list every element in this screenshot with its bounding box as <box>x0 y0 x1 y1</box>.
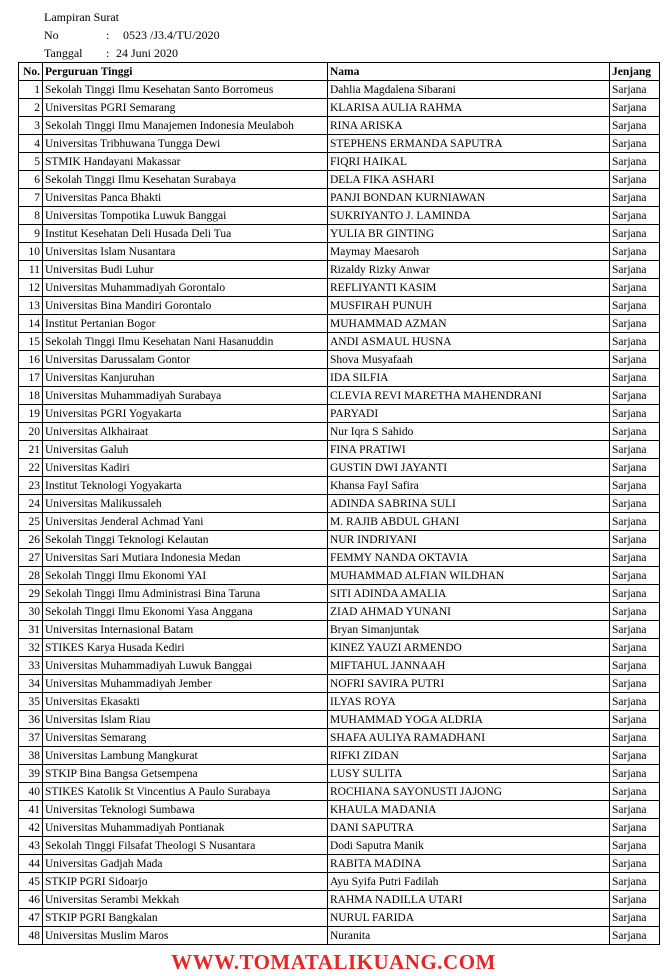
cell-university: Universitas Panca Bhakti <box>43 189 328 207</box>
cell-no: 31 <box>19 621 43 639</box>
cell-level: Sarjana <box>610 81 660 99</box>
cell-level: Sarjana <box>610 801 660 819</box>
table-header-row <box>19 63 660 81</box>
cell-level: Sarjana <box>610 99 660 117</box>
cell-university: Universitas Serambi Mekkah <box>43 891 328 909</box>
letter-number-value: 0523 /J3.4/TU/2020 <box>120 28 220 42</box>
cell-university: Institut Teknologi Yogyakarta <box>43 477 328 495</box>
cell-name: Dahlia Magdalena Sibarani <box>328 81 610 99</box>
cell-name: RAHMA NADILLA UTARI <box>328 891 610 909</box>
cell-level: Sarjana <box>610 135 660 153</box>
cell-name: Maymay Maesaroh <box>328 243 610 261</box>
table-row <box>19 279 660 297</box>
cell-no: 14 <box>19 315 43 333</box>
cell-no: 23 <box>19 477 43 495</box>
cell-no: 36 <box>19 711 43 729</box>
cell-no: 39 <box>19 765 43 783</box>
cell-university: Universitas Kadiri <box>43 459 328 477</box>
cell-name: MUHAMMAD AZMAN <box>328 315 610 333</box>
cell-level: Sarjana <box>610 153 660 171</box>
cell-level: Sarjana <box>610 387 660 405</box>
cell-no: 16 <box>19 351 43 369</box>
cell-university: Sekolah Tinggi Ilmu Manajemen Indonesia Meulaboh <box>43 117 328 135</box>
table-row <box>19 693 660 711</box>
cell-no: 12 <box>19 279 43 297</box>
cell-university: Universitas Ekasakti <box>43 693 328 711</box>
table-row <box>19 387 660 405</box>
cell-university: STKIP Bina Bangsa Getsempena <box>43 765 328 783</box>
cell-no: 19 <box>19 405 43 423</box>
table-row <box>19 891 660 909</box>
column-header-no: No. <box>19 63 43 81</box>
cell-university: Universitas Muhammadiyah Luwuk Banggai <box>43 657 328 675</box>
cell-level: Sarjana <box>610 729 660 747</box>
cell-level: Sarjana <box>610 351 660 369</box>
cell-university: Universitas Budi Luhur <box>43 261 328 279</box>
cell-level: Sarjana <box>610 567 660 585</box>
letter-date-separator: : <box>106 46 110 60</box>
cell-university: Sekolah Tinggi Filsafat Theologi S Nusantara <box>43 837 328 855</box>
cell-no: 29 <box>19 585 43 603</box>
cell-university: Universitas Islam Riau <box>43 711 328 729</box>
table-row <box>19 81 660 99</box>
table-row <box>19 603 660 621</box>
table-row <box>19 801 660 819</box>
site-watermark: WWW.TOMATALIKUANG.COM <box>171 950 496 974</box>
cell-no: 28 <box>19 567 43 585</box>
cell-name: DANI SAPUTRA <box>328 819 610 837</box>
table-row <box>19 441 660 459</box>
cell-no: 37 <box>19 729 43 747</box>
cell-no: 13 <box>19 297 43 315</box>
cell-level: Sarjana <box>610 837 660 855</box>
cell-university: Universitas Teknologi Sumbawa <box>43 801 328 819</box>
cell-name: SITI ADINDA AMALIA <box>328 585 610 603</box>
cell-no: 33 <box>19 657 43 675</box>
table-row <box>19 513 660 531</box>
cell-name: STEPHENS ERMANDA SAPUTRA <box>328 135 610 153</box>
cell-level: Sarjana <box>610 477 660 495</box>
table-row <box>19 225 660 243</box>
cell-level: Sarjana <box>610 675 660 693</box>
cell-name: KHAULA MADANIA <box>328 801 610 819</box>
table-row <box>19 171 660 189</box>
cell-university: Sekolah Tinggi Ilmu Kesehatan Surabaya <box>43 171 328 189</box>
cell-no: 11 <box>19 261 43 279</box>
cell-name: ILYAS ROYA <box>328 693 610 711</box>
cell-no: 44 <box>19 855 43 873</box>
table-row <box>19 549 660 567</box>
cell-no: 8 <box>19 207 43 225</box>
cell-no: 1 <box>19 81 43 99</box>
cell-university: Universitas PGRI Semarang <box>43 99 328 117</box>
cell-name: Dodi Saputra Manik <box>328 837 610 855</box>
cell-level: Sarjana <box>610 405 660 423</box>
cell-level: Sarjana <box>610 279 660 297</box>
table-row <box>19 117 660 135</box>
cell-name: FIQRI HAIKAL <box>328 153 610 171</box>
cell-level: Sarjana <box>610 747 660 765</box>
cell-name: KINEZ YAUZI ARMENDO <box>328 639 610 657</box>
cell-no: 32 <box>19 639 43 657</box>
cell-university: Sekolah Tinggi Teknologi Kelautan <box>43 531 328 549</box>
cell-no: 18 <box>19 387 43 405</box>
cell-name: Nur Iqra S Sahido <box>328 423 610 441</box>
cell-no: 6 <box>19 171 43 189</box>
cell-university: Universitas Jenderal Achmad Yani <box>43 513 328 531</box>
cell-no: 30 <box>19 603 43 621</box>
cell-no: 20 <box>19 423 43 441</box>
cell-level: Sarjana <box>610 783 660 801</box>
cell-no: 35 <box>19 693 43 711</box>
cell-name: REFLIYANTI KASIM <box>328 279 610 297</box>
letter-number-label: No <box>44 28 59 42</box>
cell-level: Sarjana <box>610 621 660 639</box>
cell-name: KLARISA AULIA RAHMA <box>328 99 610 117</box>
cell-name: RINA ARISKA <box>328 117 610 135</box>
cell-no: 15 <box>19 333 43 351</box>
cell-university: STMIK Handayani Makassar <box>43 153 328 171</box>
cell-level: Sarjana <box>610 873 660 891</box>
cell-no: 4 <box>19 135 43 153</box>
cell-level: Sarjana <box>610 927 660 945</box>
cell-name: ZIAD AHMAD YUNANI <box>328 603 610 621</box>
table-row <box>19 369 660 387</box>
cell-no: 27 <box>19 549 43 567</box>
cell-university: Universitas Lambung Mangkurat <box>43 747 328 765</box>
cell-name: FINA PRATIWI <box>328 441 610 459</box>
cell-university: Universitas Muhammadiyah Surabaya <box>43 387 328 405</box>
cell-no: 5 <box>19 153 43 171</box>
cell-name: SHAFA AULIYA RAMADHANI <box>328 729 610 747</box>
table-row <box>19 621 660 639</box>
cell-no: 2 <box>19 99 43 117</box>
cell-university: Universitas Malikussaleh <box>43 495 328 513</box>
cell-level: Sarjana <box>610 423 660 441</box>
cell-no: 47 <box>19 909 43 927</box>
table-row <box>19 711 660 729</box>
cell-level: Sarjana <box>610 531 660 549</box>
table-row <box>19 243 660 261</box>
table-row <box>19 315 660 333</box>
cell-name: LUSY SULITA <box>328 765 610 783</box>
cell-level: Sarjana <box>610 333 660 351</box>
cell-name: Nuranita <box>328 927 610 945</box>
cell-name: NOFRI SAVIRA PUTRI <box>328 675 610 693</box>
cell-no: 9 <box>19 225 43 243</box>
table-body <box>19 81 660 945</box>
cell-university: STIKES Karya Husada Kediri <box>43 639 328 657</box>
table-row <box>19 261 660 279</box>
table-row <box>19 153 660 171</box>
cell-level: Sarjana <box>610 657 660 675</box>
cell-name: IDA SILFIA <box>328 369 610 387</box>
cell-university: Universitas Gadjah Mada <box>43 855 328 873</box>
cell-university: Universitas Muslim Maros <box>43 927 328 945</box>
cell-university: Sekolah Tinggi Ilmu Administrasi Bina Taruna <box>43 585 328 603</box>
cell-no: 34 <box>19 675 43 693</box>
table-row <box>19 639 660 657</box>
cell-no: 40 <box>19 783 43 801</box>
cell-name: RIFKI ZIDAN <box>328 747 610 765</box>
cell-no: 45 <box>19 873 43 891</box>
table-row <box>19 405 660 423</box>
cell-name: MUHAMMAD YOGA ALDRIA <box>328 711 610 729</box>
cell-university: Universitas Internasional Batam <box>43 621 328 639</box>
cell-name: ANDI ASMAUL HUSNA <box>328 333 610 351</box>
table-row <box>19 567 660 585</box>
table-row <box>19 837 660 855</box>
cell-name: CLEVIA REVI MARETHA MAHENDRANI <box>328 387 610 405</box>
cell-name: GUSTIN DWI JAYANTI <box>328 459 610 477</box>
cell-level: Sarjana <box>610 909 660 927</box>
cell-name: RABITA MADINA <box>328 855 610 873</box>
cell-name: MUSFIRAH PUNUH <box>328 297 610 315</box>
cell-university: STIKES Katolik St Vincentius A Paulo Surabaya <box>43 783 328 801</box>
letter-date-line <box>44 46 178 60</box>
cell-name: ADINDA SABRINA SULI <box>328 495 610 513</box>
cell-name: ROCHIANA SAYONUSTI JAJONG <box>328 783 610 801</box>
cell-university: Sekolah Tinggi Ilmu Ekonomi YAI <box>43 567 328 585</box>
column-header-name: Nama <box>328 63 610 81</box>
letter-date-value: 24 Juni 2020 <box>116 46 179 60</box>
table-row <box>19 855 660 873</box>
cell-university: Universitas Alkhairaat <box>43 423 328 441</box>
table-row <box>19 351 660 369</box>
table-row <box>19 765 660 783</box>
recipients-table <box>18 62 660 945</box>
table-row <box>19 297 660 315</box>
cell-name: Bryan Simanjuntak <box>328 621 610 639</box>
cell-name: Ayu Syifa Putri Fadilah <box>328 873 610 891</box>
cell-university: Universitas Sari Mutiara Indonesia Medan <box>43 549 328 567</box>
cell-level: Sarjana <box>610 315 660 333</box>
cell-university: Universitas Kanjuruhan <box>43 369 328 387</box>
cell-university: Universitas Galuh <box>43 441 328 459</box>
cell-university: Universitas PGRI Yogyakarta <box>43 405 328 423</box>
cell-university: Universitas Semarang <box>43 729 328 747</box>
table-row <box>19 531 660 549</box>
cell-name: PARYADI <box>328 405 610 423</box>
cell-name: NUR INDRIYANI <box>328 531 610 549</box>
cell-no: 22 <box>19 459 43 477</box>
table-row <box>19 729 660 747</box>
cell-level: Sarjana <box>610 855 660 873</box>
cell-level: Sarjana <box>610 513 660 531</box>
cell-no: 17 <box>19 369 43 387</box>
cell-university: Sekolah Tinggi Ilmu Ekonomi Yasa Anggana <box>43 603 328 621</box>
cell-no: 25 <box>19 513 43 531</box>
cell-level: Sarjana <box>610 765 660 783</box>
cell-level: Sarjana <box>610 495 660 513</box>
cell-level: Sarjana <box>610 891 660 909</box>
table-row <box>19 747 660 765</box>
table-row <box>19 99 660 117</box>
cell-university: Universitas Darussalam Gontor <box>43 351 328 369</box>
cell-level: Sarjana <box>610 261 660 279</box>
column-header-level: Jenjang <box>610 63 660 81</box>
cell-university: STKIP PGRI Bangkalan <box>43 909 328 927</box>
cell-no: 10 <box>19 243 43 261</box>
table-row <box>19 207 660 225</box>
cell-no: 38 <box>19 747 43 765</box>
cell-university: Universitas Tompotika Luwuk Banggai <box>43 207 328 225</box>
cell-name: PANJI BONDAN KURNIAWAN <box>328 189 610 207</box>
cell-name: DELA FIKA ASHARI <box>328 171 610 189</box>
cell-level: Sarjana <box>610 243 660 261</box>
cell-level: Sarjana <box>610 189 660 207</box>
cell-no: 3 <box>19 117 43 135</box>
cell-no: 21 <box>19 441 43 459</box>
cell-name: MUHAMMAD ALFIAN WILDHAN <box>328 567 610 585</box>
cell-university: STKIP PGRI Sidoarjo <box>43 873 328 891</box>
cell-name: FEMMY NANDA OKTAVIA <box>328 549 610 567</box>
cell-level: Sarjana <box>610 693 660 711</box>
table-row <box>19 675 660 693</box>
cell-name: M. RAJIB ABDUL GHANI <box>328 513 610 531</box>
cell-level: Sarjana <box>610 639 660 657</box>
cell-university: Institut Kesehatan Deli Husada Deli Tua <box>43 225 328 243</box>
cell-level: Sarjana <box>610 459 660 477</box>
table-row <box>19 189 660 207</box>
cell-level: Sarjana <box>610 711 660 729</box>
cell-no: 42 <box>19 819 43 837</box>
attachment-title: Lampiran Surat <box>44 10 119 24</box>
cell-level: Sarjana <box>610 603 660 621</box>
cell-no: 43 <box>19 837 43 855</box>
table-row <box>19 477 660 495</box>
cell-university: Universitas Muhammadiyah Pontianak <box>43 819 328 837</box>
cell-name: NURUL FARIDA <box>328 909 610 927</box>
cell-level: Sarjana <box>610 117 660 135</box>
table-row <box>19 657 660 675</box>
cell-level: Sarjana <box>610 441 660 459</box>
cell-level: Sarjana <box>610 549 660 567</box>
cell-university: Universitas Muhammadiyah Jember <box>43 675 328 693</box>
cell-university: Sekolah Tinggi Ilmu Kesehatan Santo Borromeus <box>43 81 328 99</box>
cell-university: Universitas Tribhuwana Tungga Dewi <box>43 135 328 153</box>
table-row <box>19 783 660 801</box>
table-row <box>19 135 660 153</box>
table-row <box>19 927 660 945</box>
cell-name: Khansa FayI Safira <box>328 477 610 495</box>
cell-no: 26 <box>19 531 43 549</box>
cell-university: Universitas Bina Mandiri Gorontalo <box>43 297 328 315</box>
cell-university: Universitas Islam Nusantara <box>43 243 328 261</box>
cell-no: 41 <box>19 801 43 819</box>
table-row <box>19 585 660 603</box>
cell-no: 48 <box>19 927 43 945</box>
letter-date-label: Tanggal <box>44 46 83 60</box>
cell-level: Sarjana <box>610 819 660 837</box>
cell-name: MIFTAHUL JANNAAH <box>328 657 610 675</box>
cell-university: Universitas Muhammadiyah Gorontalo <box>43 279 328 297</box>
letter-number-line <box>44 28 220 42</box>
cell-level: Sarjana <box>610 369 660 387</box>
cell-level: Sarjana <box>610 171 660 189</box>
cell-name: YULIA BR GINTING <box>328 225 610 243</box>
cell-level: Sarjana <box>610 297 660 315</box>
letter-number-separator: : <box>106 28 110 42</box>
table-row <box>19 333 660 351</box>
cell-no: 46 <box>19 891 43 909</box>
cell-level: Sarjana <box>610 585 660 603</box>
cell-no: 24 <box>19 495 43 513</box>
table-row <box>19 819 660 837</box>
cell-name: Rizaldy Rizky Anwar <box>328 261 610 279</box>
cell-university: Institut Pertanian Bogor <box>43 315 328 333</box>
table-row <box>19 909 660 927</box>
cell-university: Sekolah Tinggi Ilmu Kesehatan Nani Hasanuddin <box>43 333 328 351</box>
cell-name: Shova Musyafaah <box>328 351 610 369</box>
table-row <box>19 459 660 477</box>
cell-level: Sarjana <box>610 225 660 243</box>
cell-no: 7 <box>19 189 43 207</box>
table-row <box>19 873 660 891</box>
table-row <box>19 495 660 513</box>
column-header-university: Perguruan Tinggi <box>43 63 328 81</box>
cell-name: SUKRIYANTO J. LAMINDA <box>328 207 610 225</box>
table-row <box>19 423 660 441</box>
cell-level: Sarjana <box>610 207 660 225</box>
